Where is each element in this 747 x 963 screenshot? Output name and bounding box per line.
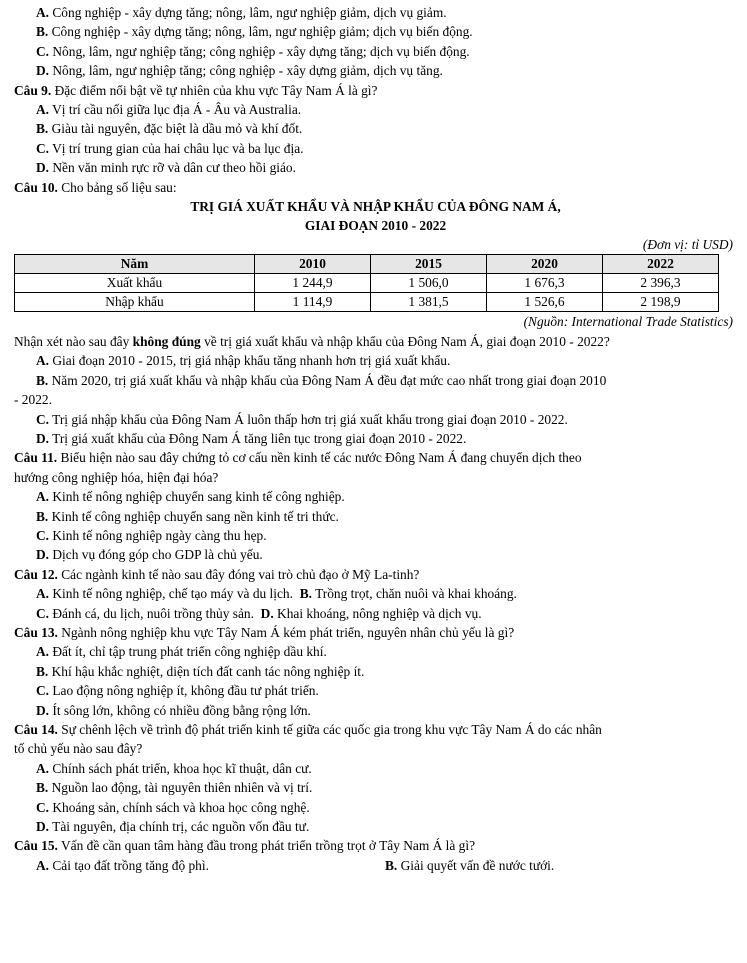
- header-cell-2015: 2015: [371, 255, 487, 274]
- q9-option-b: B. Giàu tài nguyên, đặc biệt là dầu mỏ và khí đốt.: [36, 121, 303, 137]
- q15-options-ab: [14, 856, 737, 875]
- table-row-export: [15, 274, 719, 293]
- q9-stem: Câu 9. Đặc điểm nổi bật về tự nhiên của khu vực Tây Nam Á là gì?: [14, 82, 378, 98]
- data-table: [14, 254, 719, 312]
- table-title-line2: GIAI ĐOẠN 2010 - 2022: [304, 218, 447, 234]
- question-12: [14, 565, 737, 623]
- cell-value: 1 244,9: [255, 274, 371, 293]
- cell-label: Nhập khẩu: [15, 293, 255, 312]
- q14-stem: Câu 14. Sự chênh lệch về trình độ phát triển kinh tế giữa các quốc gia trong khu vực Tây Nam Á do các nhân: [14, 722, 602, 737]
- question-15: [14, 836, 737, 875]
- q13-option-b: B. Khí hậu khắc nghiệt, diện tích đất canh tác nông nghiệp ít.: [36, 663, 365, 679]
- q8-options: [14, 3, 737, 81]
- table-unit: (Đơn vị: tỉ USD): [642, 237, 733, 253]
- q15-option-b: B. Giải quyết vấn đề nước tưới.: [385, 857, 555, 873]
- q14-option-a: A. Chính sách phát triển, khoa học kĩ thuật, dân cư.: [36, 760, 312, 776]
- q8-option-a: A. Công nghiệp - xây dựng tăng; nông, lâm, ngư nghiệp giảm, dịch vụ giảm.: [36, 5, 447, 20]
- q15-option-a: A. Cải tạo đất trồng tăng độ phì.: [36, 857, 209, 873]
- q10-option-d: D. Trị giá xuất khẩu của Đông Nam Á tăng liên tục trong giai đoạn 2010 - 2022.: [36, 430, 467, 446]
- q10-prompt: Nhận xét nào sau đây không đúng về trị giá xuất khẩu và nhập khẩu của Đông Nam Á, giai đoạn 2010 - 2022?: [14, 333, 610, 349]
- q14-option-c: C. Khoáng sản, chính sách và khoa học công nghệ.: [36, 799, 310, 815]
- cell-value: 1 381,5: [371, 293, 487, 312]
- q10-option-b: B. Năm 2020, trị giá xuất khẩu và nhập khẩu của Đông Nam Á đều đạt mức cao nhất trong giai đoạn 2010: [36, 372, 607, 388]
- cell-value: 2 198,9: [603, 293, 719, 312]
- header-cell-2022: 2022: [603, 255, 719, 274]
- table-row-import: [15, 293, 719, 312]
- q12-stem: Câu 12. Các ngành kinh tế nào sau đây đóng vai trò chủ đạo ở Mỹ La-tinh?: [14, 566, 420, 582]
- q12-options-ab: A. Kinh tế nông nghiệp, chế tạo máy và du lịch. B. Trồng trọt, chăn nuôi và khai khoáng.: [36, 586, 517, 602]
- q13-stem: Câu 13. Ngành nông nghiệp khu vực Tây Nam Á kém phát triển, nguyên nhân chủ yếu là gì?: [14, 624, 515, 640]
- cell-value: 1 526,6: [487, 293, 603, 312]
- question-14: [14, 720, 737, 836]
- cell-value: 1 506,0: [371, 274, 487, 293]
- cell-label: Xuất khẩu: [15, 274, 255, 293]
- q11-stem: Câu 11. Biểu hiện nào sau đây chứng tỏ cơ cấu nền kinh tế các nước Đông Nam Á đang chuyển dịch theo: [14, 450, 582, 466]
- q13-option-a: A. Đất ít, chỉ tập trung phát triển công nghiệp dầu khí.: [36, 644, 327, 660]
- q13-option-d: D. Ít sông lớn, không có nhiều đồng bằng rộng lớn.: [36, 702, 311, 718]
- table-header-row: [15, 255, 719, 274]
- table-source: (Nguồn: International Trade Statistics): [523, 314, 733, 330]
- q10-stem: Câu 10. Cho bảng số liệu sau:: [14, 179, 177, 195]
- question-10: [14, 178, 737, 449]
- question-11: [14, 448, 737, 564]
- q14-option-d: D. Tài nguyên, địa chính trị, các nguồn vốn đầu tư.: [36, 819, 310, 835]
- q14-option-b: B. Nguồn lao động, tài nguyên thiên nhiên và vị trí.: [36, 780, 313, 796]
- cell-value: 1 676,3: [487, 274, 603, 293]
- q10-option-a: A. Giai đoạn 2010 - 2015, trị giá nhập khẩu tăng nhanh hơn trị giá xuất khẩu.: [36, 353, 451, 369]
- q10-option-c: C. Trị giá nhập khẩu của Đông Nam Á luôn thấp hơn trị giá xuất khẩu trong giai đoạn 2010 - 2022.: [36, 411, 568, 427]
- q11-option-d: D. Dịch vụ đóng góp cho GDP là chủ yếu.: [36, 547, 263, 563]
- q11-option-c: C. Kinh tế nông nghiệp ngày càng thu hẹp.: [36, 527, 267, 543]
- table-title-line1: TRỊ GIÁ XUẤT KHẨU VÀ NHẬP KHẨU CỦA ĐÔNG NAM Á,: [190, 199, 561, 215]
- cell-value: 2 396,3: [603, 274, 719, 293]
- question-9: [14, 81, 737, 178]
- q15-stem: Câu 15. Vấn đề cần quan tâm hàng đầu trong phát triển trồng trọt ở Tây Nam Á là gì?: [14, 838, 476, 854]
- q8-option-b: B. Công nghiệp - xây dựng tăng; nông, lâm, ngư nghiệp giảm; dịch vụ biến động.: [36, 24, 473, 40]
- q10-option-b-cont: - 2022.: [14, 392, 52, 408]
- q13-option-c: C. Lao động nông nghiệp ít, không đầu tư phát triển.: [36, 683, 319, 699]
- q11-option-b: B. Kinh tế công nghiệp chuyển sang nền kinh tế tri thức.: [36, 508, 339, 524]
- q8-option-d: D. Nông, lâm, ngư nghiệp tăng; công nghiệp - xây dựng giảm, dịch vụ tăng.: [36, 63, 443, 79]
- header-cell-2010: 2010: [255, 255, 371, 274]
- cell-value: 1 114,9: [255, 293, 371, 312]
- q8-option-c: C. Nông, lâm, ngư nghiệp tăng; công nghiệp - xây dựng tăng; dịch vụ biến động.: [36, 43, 470, 59]
- q14-stem-cont: tố chủ yếu nào sau đây?: [14, 741, 143, 757]
- header-cell-year: Năm: [15, 255, 255, 274]
- q9-option-a: A. Vị trí cầu nối giữa lục địa Á - Âu và Australia.: [36, 102, 302, 118]
- q11-stem-cont: hướng công nghiệp hóa, hiện đại hóa?: [14, 469, 219, 485]
- q9-option-c: C. Vị trí trung gian của hai châu lục và ba lục địa.: [36, 140, 304, 156]
- question-13: [14, 623, 737, 720]
- q11-option-a: A. Kinh tế nông nghiệp chuyển sang kinh tế công nghiệp.: [36, 489, 345, 505]
- q12-options-cd: C. Đánh cá, du lịch, nuôi trồng thủy sản. D. Khai khoáng, nông nghiệp và dịch vụ.: [36, 605, 482, 621]
- header-cell-2020: 2020: [487, 255, 603, 274]
- q9-option-d: D. Nền văn minh rực rỡ và dân cư theo hồi giáo.: [36, 160, 296, 176]
